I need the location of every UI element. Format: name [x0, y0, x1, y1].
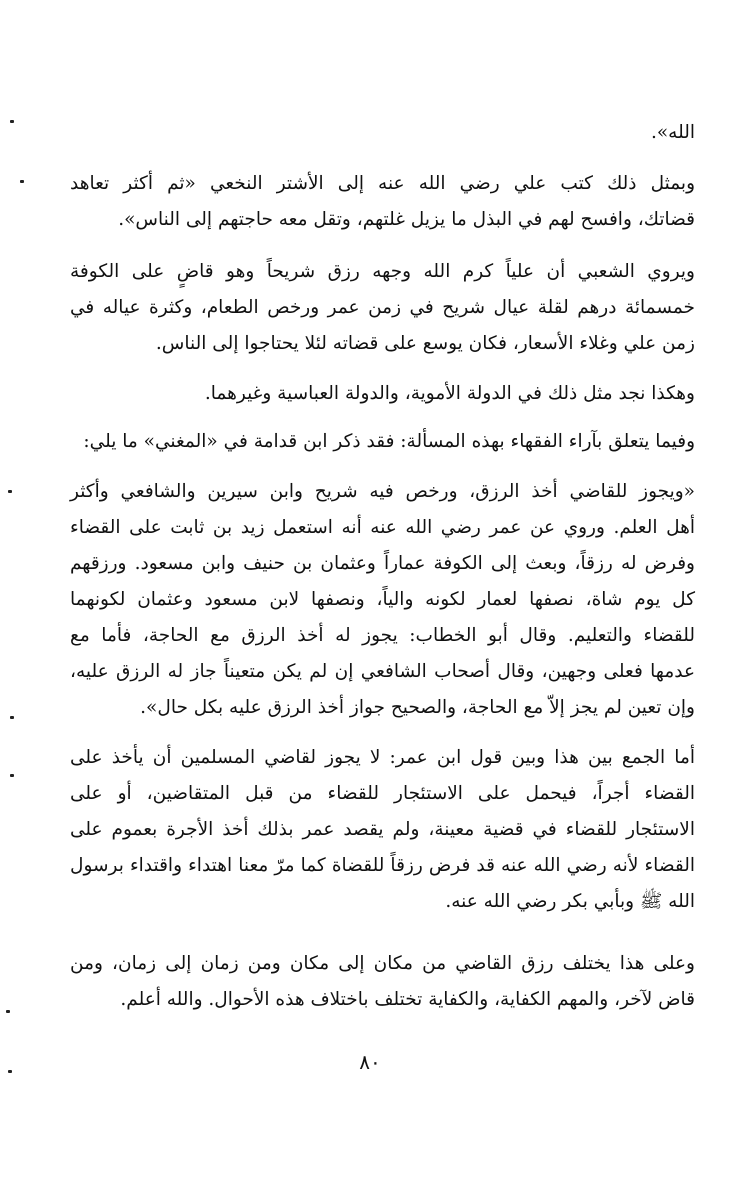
text-line: «ويجوز للقاضي أخذ الرزق، ورخص فيه شريح وابن سيرين والشافعي وأكثر [70, 481, 695, 502]
scan-speck [10, 120, 14, 123]
scan-speck [10, 774, 14, 777]
text-line: وفرض له رزقاً، وبعث إلى الكوفة عماراً وعثمان بن حنيف وابن مسعود. ورزقهم [70, 553, 695, 574]
text-line: الاستئجار للقضاء في قضية معينة، ولم يقصد عمر بذلك أخذ الأجرة بعموم على [70, 819, 695, 840]
scan-speck [8, 490, 12, 493]
text-line: كل يوم شاة، نصفها لعمار لكونه والياً، ونصفها لابن مسعود وعثمان لكونهما [70, 589, 695, 610]
scan-speck [10, 716, 14, 719]
scan-speck [6, 1010, 10, 1013]
text-line: أما الجمع بين هذا وبين قول ابن عمر: لا يجوز لقاضي المسلمين أن يأخذ على [70, 747, 695, 768]
text-line: وإن تعين لم يجز إلاّ مع الحاجة، والصحيح جواز أخذ الرزق عليه بكل حال». [140, 697, 695, 718]
text-line: ويروي الشعبي أن علياً كرم الله وجهه رزق شريحاً وهو قاضٍ على الكوفة [70, 261, 695, 282]
text-line: وهكذا نجد مثل ذلك في الدولة الأموية، والدولة العباسية وغيرهما. [204, 383, 695, 404]
text-line: وبمثل ذلك كتب علي رضي الله عنه إلى الأشتر النخعي «ثم أكثر تعاهد [70, 173, 695, 194]
text-line: وفيما يتعلق بآراء الفقهاء بهذه المسألة: فقد ذكر ابن قدامة في «المغني» ما يلي: [83, 431, 695, 452]
continuation-fragment: الله». [650, 122, 695, 143]
text-line: وعلى هذا يختلف رزق القاضي من مكان إلى مكان ومن زمان إلى زمان، ومن [70, 953, 695, 974]
text-line: عدمها فعلى وجهين، وقال أصحاب الشافعي إن لم يكن متعيناً جاز له الرزق عليه، [70, 661, 695, 682]
text-line: للقضاء والتعليم. وقال أبو الخطاب: يجوز له أخذ الرزق مع الحاجة، فأما مع [70, 625, 695, 646]
text-line: القضاء أجراً، فيحمل على الاستئجار للقضاء من قبل المتقاضين، أو على [70, 783, 695, 804]
text-line: زمن علي وغلاء الأسعار، فكان يوسع على قضاته لئلا يحتاجوا إلى الناس. [155, 333, 695, 354]
scan-speck [8, 1070, 12, 1073]
text-line: أهل العلم. وروي عن عمر رضي الله عنه أنه استعمل زيد بن ثابت على القضاء [70, 517, 695, 538]
page-number: ٨٠ [359, 1050, 381, 1074]
text-line: خمسمائة درهم لقلة عيال شريح في زمن عمر ورخص الطعام، وكثرة عياله في [70, 297, 695, 318]
text-line: قاض لآخر، والمهم الكفاية، والكفاية تختلف باختلاف هذه الأحوال. والله أعلم. [120, 989, 695, 1010]
scan-speck [20, 180, 24, 183]
text-line: الله ﷺ وبأبي بكر رضي الله عنه. [445, 891, 695, 912]
text-line: قضاتك، وافسح لهم في البذل ما يزيل غلتهم، وتقل معه حاجتهم إلى الناس». [118, 209, 695, 230]
text-line: القضاء لأنه رضي الله عنه قد فرض رزقاً للقضاة كما مرّ معنا اهتداء واقتداء برسول [70, 855, 695, 876]
